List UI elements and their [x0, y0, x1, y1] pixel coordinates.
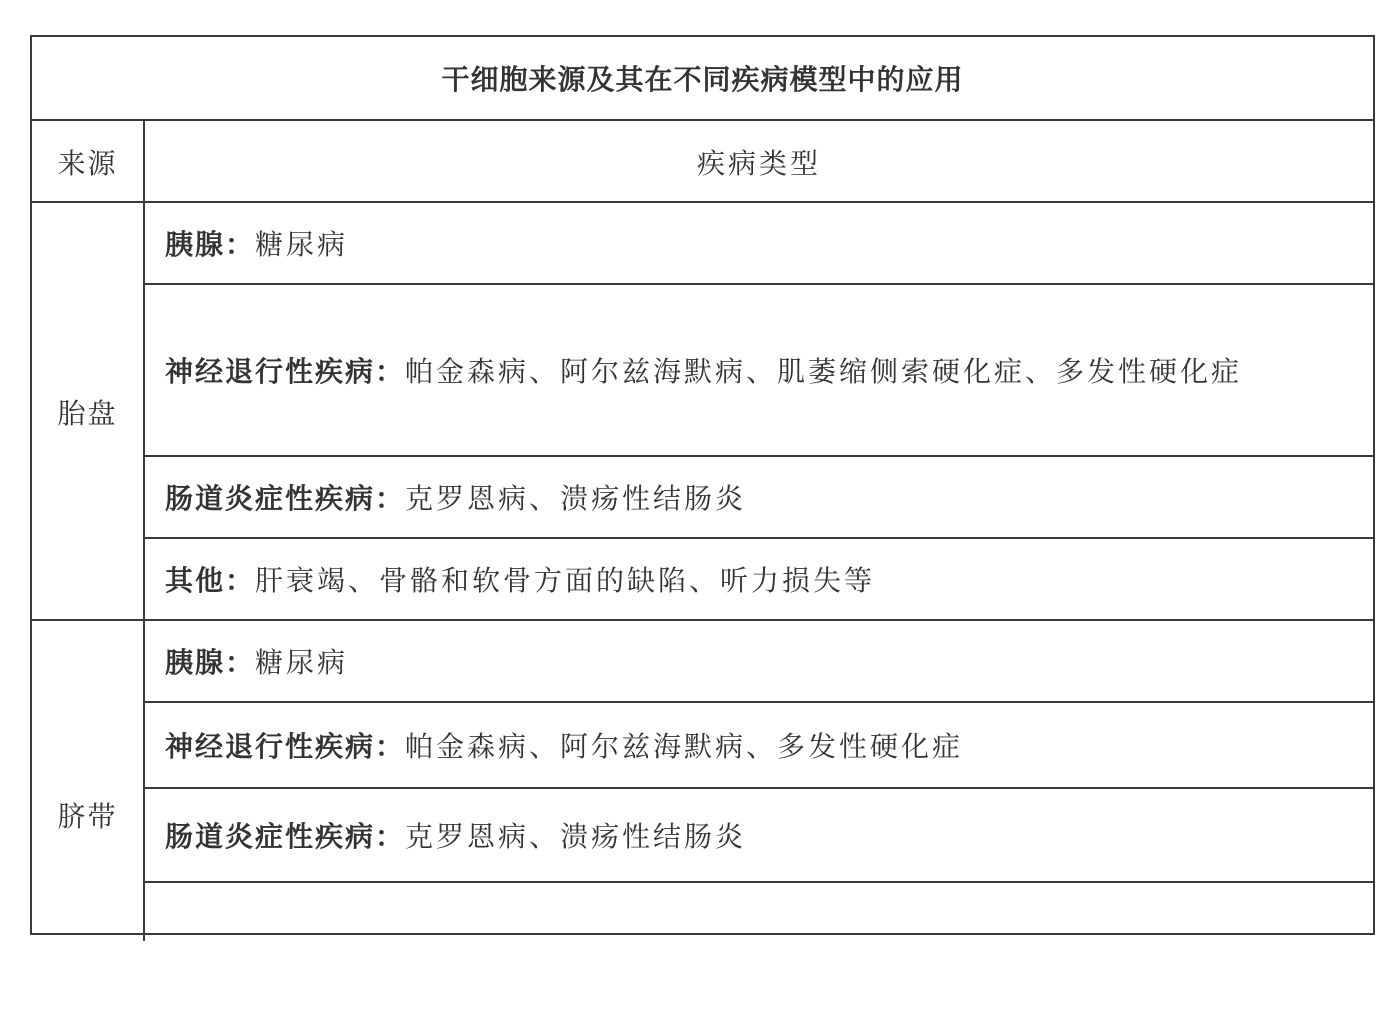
row-text: 克罗恩病、溃疡性结肠炎	[405, 482, 747, 515]
disease-table	[30, 35, 1375, 935]
row-label: 神经退行性疾病：	[165, 355, 406, 388]
table-row	[145, 703, 1373, 787]
table-row	[145, 883, 1373, 943]
table-row	[145, 285, 1373, 455]
row-text: 帕金森病、阿尔兹海默病、多发性硬化症	[405, 730, 964, 763]
row-text: 克罗恩病、溃疡性结肠炎	[405, 820, 747, 853]
table-row	[145, 539, 1373, 619]
row-text: 糖尿病	[255, 646, 349, 679]
row-text: 帕金森病、阿尔兹海默病、肌萎缩侧索硬化症、多发性硬化症	[405, 355, 1243, 388]
table-row	[145, 621, 1373, 701]
header-disease-type: 疾病类型	[696, 147, 821, 180]
row-text: 肝衰竭、骨骼和软骨方面的缺陷、听力损失等	[255, 564, 876, 597]
row-label: 肠道炎症性疾病：	[165, 482, 406, 515]
table-title: 干细胞来源及其在不同疾病模型中的应用	[32, 37, 1373, 121]
row-label: 其他：	[165, 564, 256, 597]
table-row	[145, 457, 1373, 537]
table-row	[145, 789, 1373, 881]
table-row	[145, 203, 1373, 283]
row-label: 胰腺：	[165, 646, 256, 679]
row-text: 糖尿病	[255, 228, 349, 261]
row-label: 神经退行性疾病：	[165, 730, 406, 763]
row-label: 肠道炎症性疾病：	[165, 820, 406, 853]
source-umbilical-cord: 脐带	[57, 800, 118, 833]
source-placenta: 胎盘	[57, 397, 118, 430]
row-label: 胰腺：	[165, 228, 256, 261]
header-source: 来源	[57, 147, 118, 180]
